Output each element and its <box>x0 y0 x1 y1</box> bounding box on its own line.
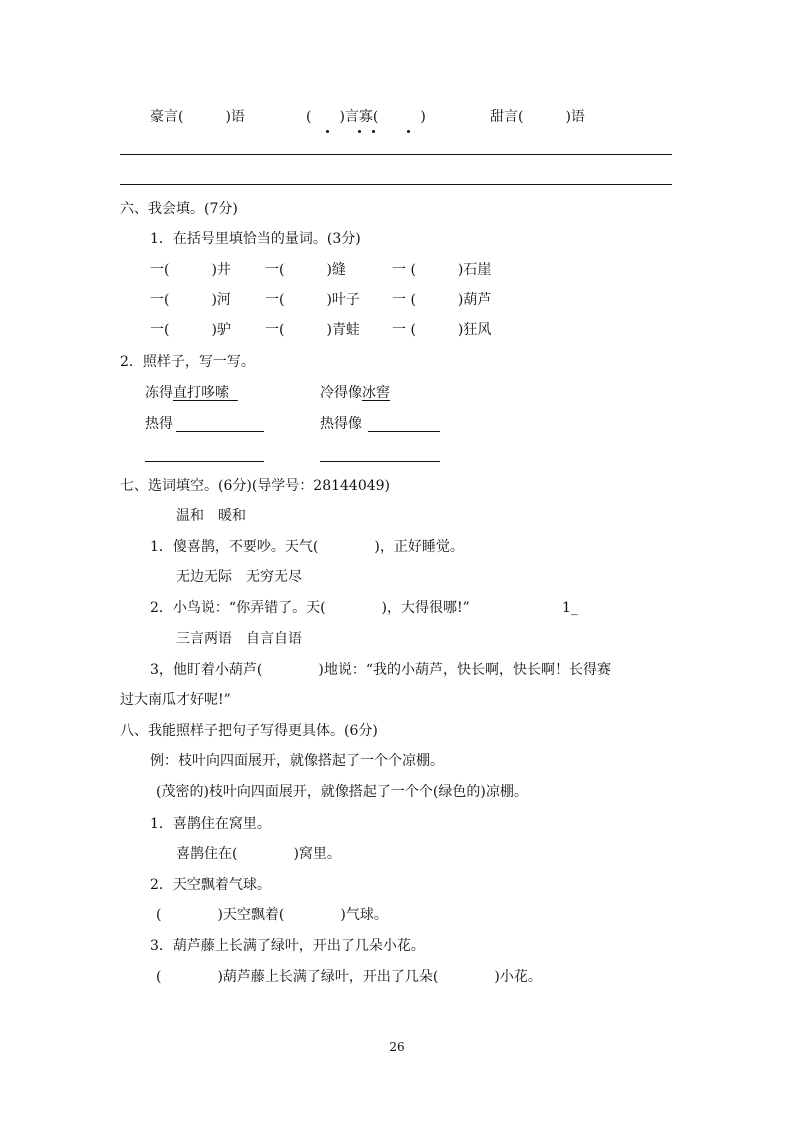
idiom-item-2: ( )言寡( ) <box>306 109 426 125</box>
section-7-q3-line1: 3，他盯着小葫芦( )地说：“我的小葫芦，快长啊，快长啊！长得赛 <box>150 662 611 678</box>
measure-word-item: 一( )驴 <box>150 322 231 338</box>
section-8-q2-fill: ( )天空飘着( )气球。 <box>156 907 388 923</box>
measure-word-item: 一( )青蛙 <box>265 322 360 338</box>
emphasis-dot <box>326 130 329 133</box>
example-right-prefix: 冷得像 <box>320 385 362 401</box>
blank-left-label: 热得 <box>145 416 173 432</box>
idiom-item-3: 甜言( )语 <box>490 109 585 125</box>
measure-word-item: 一( )缝 <box>265 262 346 278</box>
example-left-prefix: 冻得 <box>145 385 173 401</box>
section-7-q1: 1．傻喜鹊，不要吵。天气( )，正好睡觉。 <box>150 539 464 555</box>
blank-left-line[interactable] <box>176 431 264 432</box>
example-right <box>320 383 390 403</box>
measure-word-item: 一( )井 <box>150 262 231 278</box>
section-8-q2: 2．天空飘着气球。 <box>150 877 271 893</box>
blank-left-line-2[interactable] <box>145 461 264 462</box>
section-8-q1: 1．喜鹊住在窝里。 <box>150 816 271 832</box>
page-number: 26 <box>389 1040 405 1054</box>
example-right-fill: 冰窖 <box>362 385 390 401</box>
word-choice-3: 三言两语 自言自语 <box>176 631 302 647</box>
section-8-q3-fill: ( )葫芦藤上长满了绿叶，开出了几朵( )小花。 <box>156 969 542 985</box>
measure-word-item: 一( )河 <box>150 292 231 308</box>
blank-right-line-2[interactable] <box>320 461 440 462</box>
example-left <box>145 383 238 403</box>
section-7-q2: 2．小鸟说：“你弄错了。天( )，大得很哪!” <box>150 600 470 616</box>
blank-right-label: 热得像 <box>320 416 362 432</box>
section-7-q3-line2: 过大南瓜才好呢!” <box>120 692 231 708</box>
example-left-fill: 直打哆嗦 <box>173 385 229 401</box>
section-8-q3: 3．葫芦藤上长满了绿叶，开出了几朵小花。 <box>150 938 425 954</box>
section-7-title: 七、选词填空。(6分)(导学号：28144049) <box>120 478 391 494</box>
example-left-underline-tail <box>229 385 238 401</box>
section-8-example: 例：枝叶向四面展开，就像搭起了一个个凉棚。 <box>150 753 444 769</box>
word-choice-1: 温和 暖和 <box>176 508 246 524</box>
section-8-example-answer: (茂密的)枝叶向四面展开，就像搭起了一个个(绿色的)凉棚。 <box>156 784 528 800</box>
word-choice-2: 无边无际 无穷无尽 <box>176 569 302 585</box>
section-6-title: 六、我会填。(7分) <box>120 201 238 217</box>
measure-word-item: 一( )叶子 <box>265 292 360 308</box>
emphasis-dot <box>407 130 410 133</box>
answer-rule-1 <box>120 154 672 155</box>
answer-rule-2 <box>120 184 672 185</box>
idiom-item-1: 豪言( )语 <box>150 109 245 125</box>
emphasis-dot <box>358 130 361 133</box>
section-7-q2-mark: 1_ <box>562 600 578 616</box>
section-8-q1-fill: 喜鹊住在( )窝里。 <box>176 846 341 862</box>
measure-word-item: 一 ( )狂风 <box>392 322 492 338</box>
blank-right-line[interactable] <box>368 431 440 432</box>
section-6-q1: 1．在括号里填恰当的量词。(3分) <box>150 231 361 247</box>
section-6-q2: 2．照样子，写一写。 <box>120 354 255 370</box>
emphasis-dot <box>372 130 375 133</box>
section-8-title: 八、我能照样子把句子写得更具体。(6分) <box>120 723 378 739</box>
measure-word-item: 一 ( )葫芦 <box>392 292 492 308</box>
measure-word-item: 一 ( )石崖 <box>392 262 492 278</box>
